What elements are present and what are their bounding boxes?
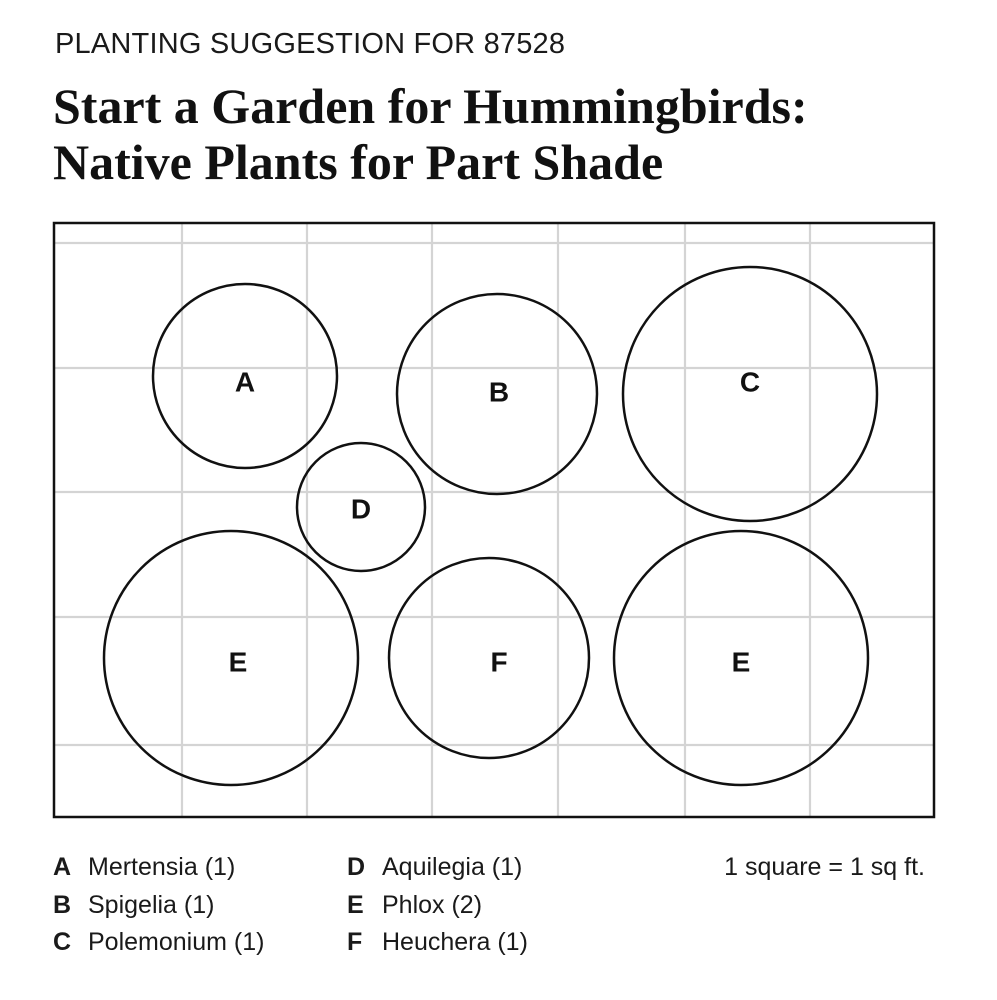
plant-circle-d	[297, 443, 425, 571]
legend-item	[347, 890, 528, 928]
kicker-text: PLANTING SUGGESTION FOR 87528	[55, 28, 566, 60]
plant-circle-e-right	[614, 531, 868, 785]
legend-column-1	[53, 852, 264, 965]
page-title	[53, 78, 973, 190]
legend-item	[347, 852, 528, 890]
plant-label-b: B	[488, 376, 510, 408]
plant-label-e-right: E	[731, 646, 751, 678]
title-line-1: Start a Garden for Hummingbirds:	[53, 78, 808, 134]
legend-key: D	[347, 853, 366, 881]
legend-plant: Polemonium (1)	[88, 928, 265, 956]
grid-lines	[54, 223, 934, 817]
plant-label-c: C	[739, 366, 761, 398]
legend-item	[53, 852, 264, 890]
plant-circle-a	[153, 284, 337, 468]
legend-plant: Mertensia (1)	[88, 853, 236, 881]
plant-circle-f	[389, 558, 589, 758]
legend-item	[53, 927, 264, 965]
legend-key: F	[347, 928, 363, 956]
legend-key: B	[53, 890, 72, 919]
plant-label-a: A	[234, 366, 256, 398]
legend-key: A	[53, 853, 72, 881]
plant-circle-e-left	[104, 531, 358, 785]
legend-plant: Phlox (2)	[382, 890, 483, 919]
plant-label-f: F	[490, 646, 508, 678]
legend-plant: Aquilegia (1)	[382, 853, 523, 881]
plant-circle-b	[397, 294, 597, 494]
garden-bed-border	[54, 223, 934, 817]
plant-labels	[229, 367, 760, 678]
legend-plant: Heuchera (1)	[382, 928, 528, 956]
plant-label-e-left: E	[228, 646, 248, 678]
legend-item	[53, 890, 264, 928]
title-line-2: Native Plants for Part Shade	[53, 134, 664, 190]
legend-plant: Spigelia (1)	[88, 890, 215, 919]
plant-label-d: D	[350, 493, 372, 525]
plant-circles	[104, 267, 877, 785]
legend-key: E	[347, 890, 364, 919]
legend-key: C	[53, 928, 72, 956]
legend-item	[347, 927, 528, 965]
legend-column-2	[347, 852, 528, 965]
plant-circle-c	[623, 267, 877, 521]
scale-note: 1 square = 1 sq ft.	[724, 853, 925, 881]
